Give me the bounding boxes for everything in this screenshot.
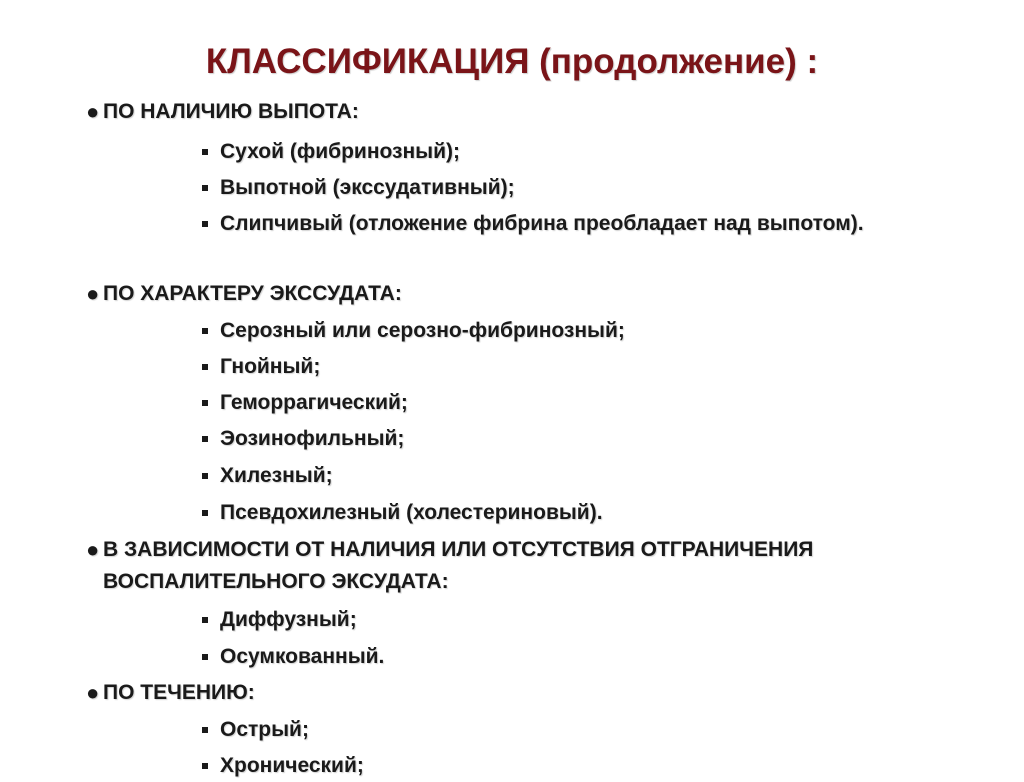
list-item-text: Острый; [220, 718, 309, 741]
section-heading: В ЗАВИСИМОСТИ ОТ НАЛИЧИЯ ИЛИ ОТСУТСТВИЯ ОТГРАНИЧЕНИЯ ВОСПАЛИТЕЛЬНОГО ЭКСУДАТА: [103, 538, 814, 593]
section-heading: ПО НАЛИЧИЮ ВЫПОТА: [103, 100, 359, 123]
square-bullet-icon [202, 436, 208, 442]
square-bullet-icon [202, 328, 208, 334]
bullet-dot-icon: ● [86, 537, 100, 562]
list-item-text: Псевдохилезный (холестериновый). [220, 501, 603, 524]
bullet-dot-icon: ● [86, 680, 100, 705]
bullet-dot-icon: ● [86, 99, 100, 124]
square-bullet-icon [202, 617, 208, 623]
square-bullet-icon [202, 727, 208, 733]
list-item-text: Эозинофильный; [220, 427, 405, 450]
bullet-dot-icon: ● [86, 281, 100, 306]
list-item-text: Сухой (фибринозный); [220, 140, 461, 163]
square-bullet-icon [202, 185, 208, 191]
list-item-text: Гнойный; [220, 355, 321, 378]
section-heading: ПО ТЕЧЕНИЮ: [103, 681, 255, 704]
square-bullet-icon [202, 149, 208, 155]
list-item-text: Осумкованный. [220, 645, 385, 668]
list-item-text: Хронический; [220, 754, 364, 777]
list-item-text: Хилезный; [220, 464, 333, 487]
section-heading: ПО ХАРАКТЕРУ ЭКССУДАТА: [103, 282, 402, 305]
slide-title: КЛАССИФИКАЦИЯ (продолжение) : [205, 42, 819, 81]
square-bullet-icon [202, 473, 208, 479]
list-item-text: Серозный или серозно-фибринозный; [220, 319, 625, 342]
list-item-text: Диффузный; [220, 608, 357, 631]
square-bullet-icon [202, 400, 208, 406]
square-bullet-icon [202, 654, 208, 660]
square-bullet-icon [202, 763, 208, 769]
list-item-text: Слипчивый (отложение фибрина преобладает над выпотом). [220, 212, 864, 235]
square-bullet-icon [202, 364, 208, 370]
square-bullet-icon [202, 510, 208, 516]
list-item-text: Выпотной (экссудативный); [220, 176, 515, 199]
square-bullet-icon [202, 221, 208, 227]
list-item-text: Геморрагический; [220, 391, 408, 414]
